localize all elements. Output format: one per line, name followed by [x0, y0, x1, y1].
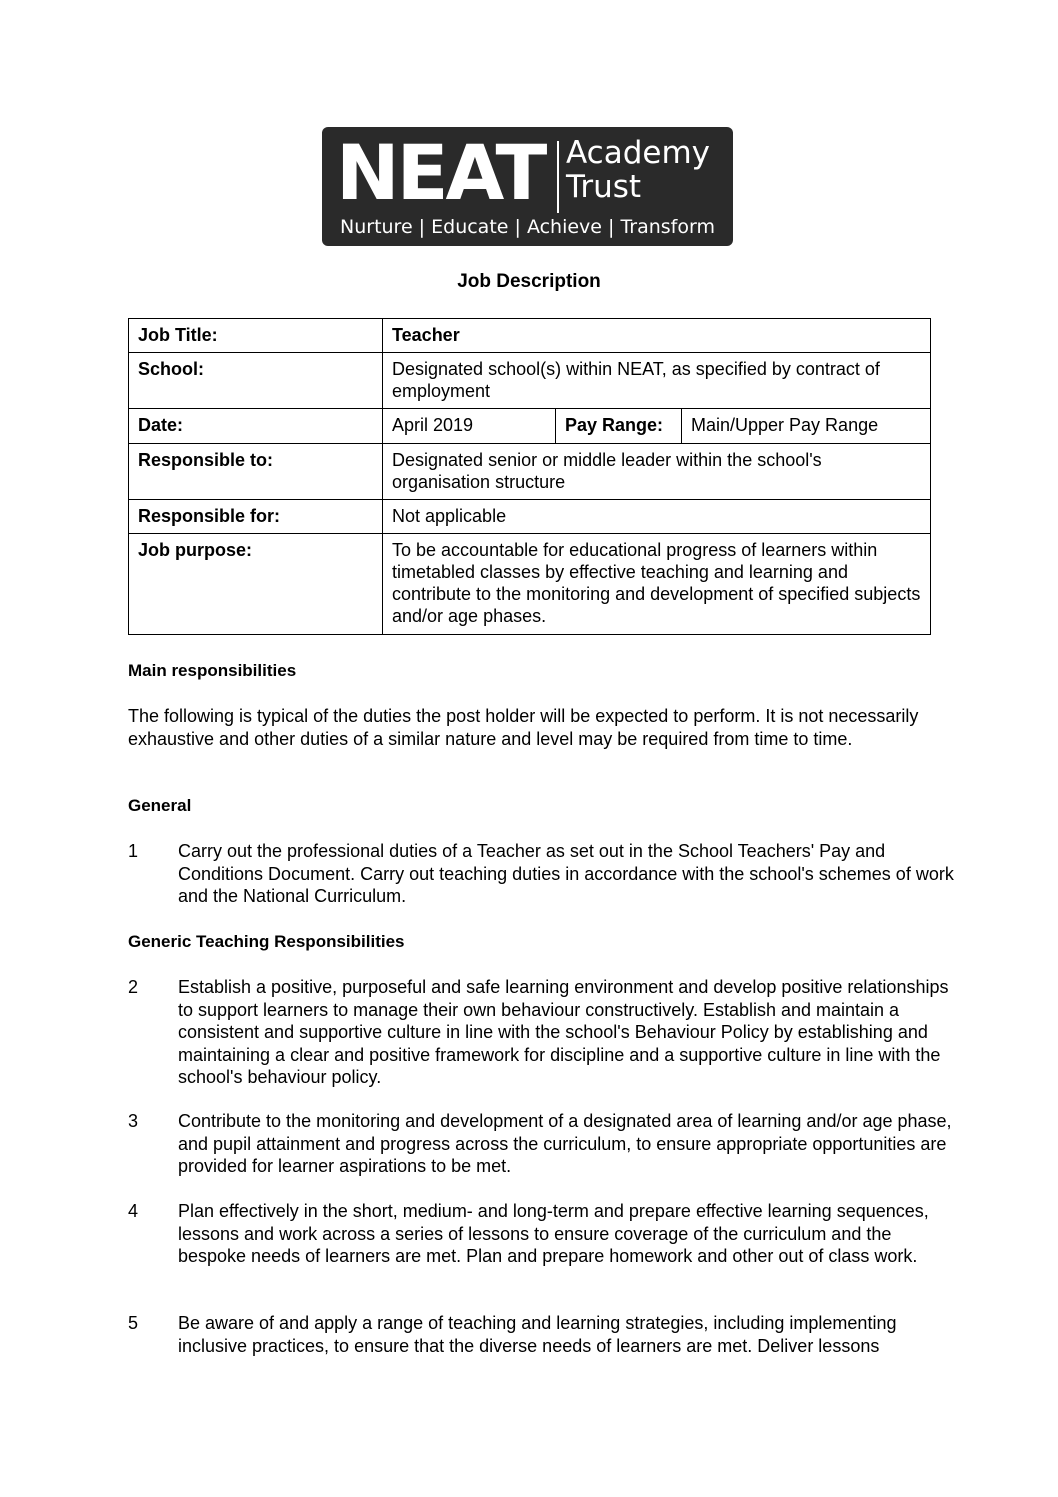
- main-responsibilities-heading: Main responsibilities: [128, 661, 297, 680]
- table-row-date: [129, 409, 931, 444]
- main-responsibilities-intro: The following is typical of the duties the post holder will be expected to perform. It is not necessarily exhaustive and other duties of a similar nature and level may be required from time to time.: [128, 706, 919, 749]
- neat-logo: [322, 127, 733, 246]
- table-row-job-purpose: [129, 534, 931, 635]
- logo-line-academy: Academy: [566, 135, 710, 171]
- school-label: School:: [129, 353, 383, 409]
- job-title-value: Teacher: [383, 319, 931, 353]
- generic-teaching-heading: Generic Teaching Responsibilities: [128, 932, 405, 951]
- date-value: April 2019: [383, 409, 556, 444]
- logo-line-trust: Trust: [566, 169, 642, 205]
- table-row-job-title: [129, 319, 931, 353]
- item-text: Contribute to the monitoring and development of a designated area of learning and/or age phase, and pupil attainment and progress across the curriculum, to ensure appropriate opportunities are provided for learner aspirations to be met.: [178, 1111, 952, 1176]
- item-number: 2: [128, 977, 139, 997]
- logo-divider: [557, 141, 559, 213]
- job-purpose-label: Job purpose:: [129, 534, 383, 635]
- pay-range-value: Main/Upper Pay Range: [682, 409, 931, 444]
- responsible-to-value: Designated senior or middle leader within the school's organisation structure: [383, 444, 931, 500]
- responsible-for-label: Responsible for:: [129, 500, 383, 534]
- item-number: 3: [128, 1111, 139, 1131]
- item-text: Carry out the professional duties of a Teacher as set out in the School Teachers' Pay and Conditions Document. Carry out teaching duties in accordance with the school's schemes of work and the National Curriculum.: [178, 841, 954, 906]
- table-row-responsible-to: [129, 444, 931, 500]
- responsible-for-value: Not applicable: [383, 500, 931, 534]
- item-text: Establish a positive, purposeful and safe learning environment and develop positive relationships to support learners to manage their own behaviour constructively. Establish and maintain a consistent and supportive culture in line with the school's Behaviour Policy by establishing and maintaining a clear and positive framework for discipline and a supportive culture in line with the school's behaviour policy.: [178, 977, 949, 1087]
- item-number: 4: [128, 1201, 139, 1221]
- item-text: Be aware of and apply a range of teaching and learning strategies, including implementing inclusive practices, to ensure that the diverse needs of learners are met. Deliver lessons: [178, 1313, 897, 1356]
- logo-tagline: Nurture | Educate | Achieve | Transform: [340, 216, 715, 238]
- date-label: Date:: [129, 409, 383, 444]
- document-title: Job Description: [457, 271, 601, 292]
- logo-brand: NEAT: [336, 128, 545, 217]
- pay-range-label: Pay Range:: [556, 409, 682, 444]
- job-info-table: [128, 318, 931, 635]
- table-row-school: [129, 353, 931, 409]
- item-number: 5: [128, 1313, 139, 1333]
- item-text: Plan effectively in the short, medium- and long-term and prepare effective learning sequences, lessons and work across a series of lessons to ensure coverage of the curriculum and the bespoke needs of learners are met. Plan and prepare homework and other out of class work.: [178, 1201, 929, 1266]
- table-row-responsible-for: [129, 500, 931, 534]
- school-value: Designated school(s) within NEAT, as specified by contract of employment: [383, 353, 931, 409]
- job-title-label: Job Title:: [129, 319, 383, 353]
- item-number: 1: [128, 841, 139, 861]
- general-heading: General: [128, 796, 192, 815]
- job-purpose-value: To be accountable for educational progress of learners within timetabled classes by effective teaching and learning and contribute to the monitoring and development of specified subjects and/or age phases.: [383, 534, 931, 635]
- responsible-to-label: Responsible to:: [129, 444, 383, 500]
